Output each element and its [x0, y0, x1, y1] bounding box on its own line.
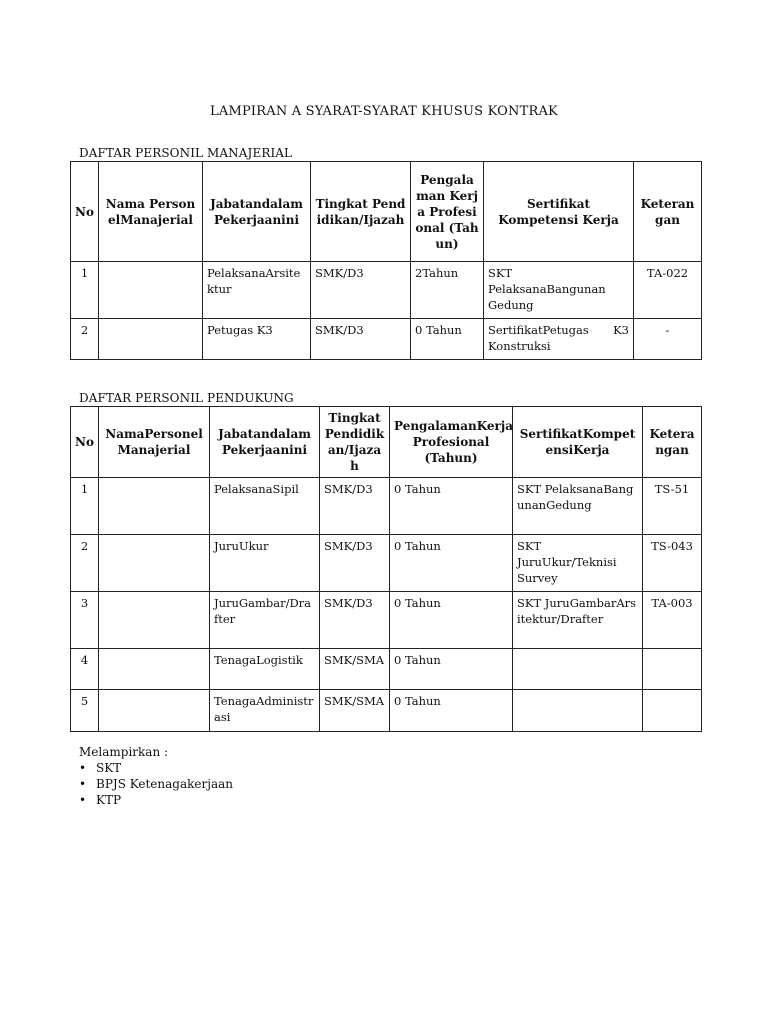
cell-keterangan: TA-003 [643, 592, 702, 649]
manajerial-table [70, 161, 702, 360]
cell-jabatan: PelaksanaSipil [210, 478, 320, 535]
cell-keterangan [643, 690, 702, 732]
cell-jabatan: TenagaLogistik [210, 649, 320, 690]
cell-sertifikat: SKT PelaksanaBangunan Gedung [484, 262, 634, 319]
bullet-icon: • [79, 793, 87, 807]
cell-jabatan: Petugas K3 [203, 319, 311, 360]
col-header-pengalaman: Pengalaman Kerja Profesional (Tahun) [411, 162, 484, 262]
col-header-jabatan: JabatandalamPekerjaanini [210, 407, 320, 478]
cell-keterangan: TS-043 [643, 535, 702, 592]
attachments-list [79, 760, 233, 808]
col-header-sertifikat: SertifikatKompetensiKerja [513, 407, 643, 478]
table-row [71, 535, 702, 592]
cell-no: 2 [71, 535, 99, 592]
table-row [71, 690, 702, 732]
attachments-label: Melampirkan : [79, 745, 169, 759]
cell-jabatan: PelaksanaArsitektur [203, 262, 311, 319]
cell-keterangan: TA-022 [634, 262, 702, 319]
cell-sertifikat [513, 690, 643, 732]
cell-nama [99, 535, 210, 592]
cell-pendidikan: SMK/SMA [320, 649, 390, 690]
cell-no: 2 [71, 319, 99, 360]
cell-pendidikan: SMK/SMA [320, 690, 390, 732]
col-header-sertifikat: Sertifikat Kompetensi Kerja [484, 162, 634, 262]
cell-pengalaman: 2Tahun [411, 262, 484, 319]
list-item [79, 760, 233, 776]
cell-pendidikan: SMK/D3 [320, 592, 390, 649]
cell-no: 4 [71, 649, 99, 690]
table-row [71, 592, 702, 649]
pendukung-heading: DAFTAR PERSONIL PENDUKUNG [79, 391, 294, 405]
col-header-pengalaman: PengalamanKerja Profesional (Tahun) [390, 407, 513, 478]
col-header-nama: Nama PersonelManajerial [99, 162, 203, 262]
cell-pengalaman: 0 Tahun [390, 649, 513, 690]
cell-jabatan: JuruGambar/Drafter [210, 592, 320, 649]
cell-sertifikat: SKT PelaksanaBangunanGedung [513, 478, 643, 535]
bullet-icon: • [79, 777, 87, 791]
cell-nama [99, 478, 210, 535]
bullet-icon: • [79, 761, 87, 775]
table-row [71, 478, 702, 535]
cell-no: 3 [71, 592, 99, 649]
cell-sertifikat: SertifikatPetugas K3 Konstruksi [484, 319, 634, 360]
cell-sertifikat: SKT JuruUkur/Teknisi Survey [513, 535, 643, 592]
col-header-pendidikan: Tingkat Pendidikan/Ijazah [320, 407, 390, 478]
col-header-keterangan: Keterangan [634, 162, 702, 262]
col-header-keterangan: Keterangan [643, 407, 702, 478]
cell-nama [99, 649, 210, 690]
col-header-nama: NamaPersonel Manajerial [99, 407, 210, 478]
table-row [71, 649, 702, 690]
col-header-pendidikan: Tingkat Pendidikan/Ijazah [311, 162, 411, 262]
cell-sertifikat: SKT JuruGambarArsitektur/Drafter [513, 592, 643, 649]
cell-sertifikat [513, 649, 643, 690]
col-header-no: No [71, 162, 99, 262]
attachment-item-label: SKT [96, 761, 122, 775]
cell-no: 1 [71, 478, 99, 535]
cell-pendidikan: SMK/D3 [311, 319, 411, 360]
document-title: LAMPIRAN A SYARAT-SYARAT KHUSUS KONTRAK [210, 104, 558, 119]
attachments-section [79, 744, 233, 808]
col-header-no: No [71, 407, 99, 478]
cell-keterangan: - [634, 319, 702, 360]
cell-nama [99, 262, 203, 319]
cell-pengalaman: 0 Tahun [411, 319, 484, 360]
cell-pendidikan: SMK/D3 [320, 535, 390, 592]
cell-pengalaman: 0 Tahun [390, 592, 513, 649]
cell-pendidikan: SMK/D3 [311, 262, 411, 319]
manajerial-heading: DAFTAR PERSONIL MANAJERIAL [79, 146, 293, 160]
col-header-jabatan: Jabatandalam Pekerjaanini [203, 162, 311, 262]
pendukung-table [70, 406, 702, 732]
cell-jabatan: TenagaAdministrasi [210, 690, 320, 732]
cell-pendidikan: SMK/D3 [320, 478, 390, 535]
cell-jabatan: JuruUkur [210, 535, 320, 592]
cell-keterangan: TS-51 [643, 478, 702, 535]
cell-pengalaman: 0 Tahun [390, 690, 513, 732]
cell-pengalaman: 0 Tahun [390, 478, 513, 535]
cell-pengalaman: 0 Tahun [390, 535, 513, 592]
table-row [71, 262, 702, 319]
cell-nama [99, 319, 203, 360]
cell-nama [99, 592, 210, 649]
cell-keterangan [643, 649, 702, 690]
table-row [71, 319, 702, 360]
attachment-item-label: KTP [96, 793, 122, 807]
list-item [79, 776, 233, 792]
cell-no: 1 [71, 262, 99, 319]
list-item [79, 792, 233, 808]
cell-nama [99, 690, 210, 732]
attachment-item-label: BPJS Ketenagakerjaan [96, 777, 233, 791]
cell-no: 5 [71, 690, 99, 732]
